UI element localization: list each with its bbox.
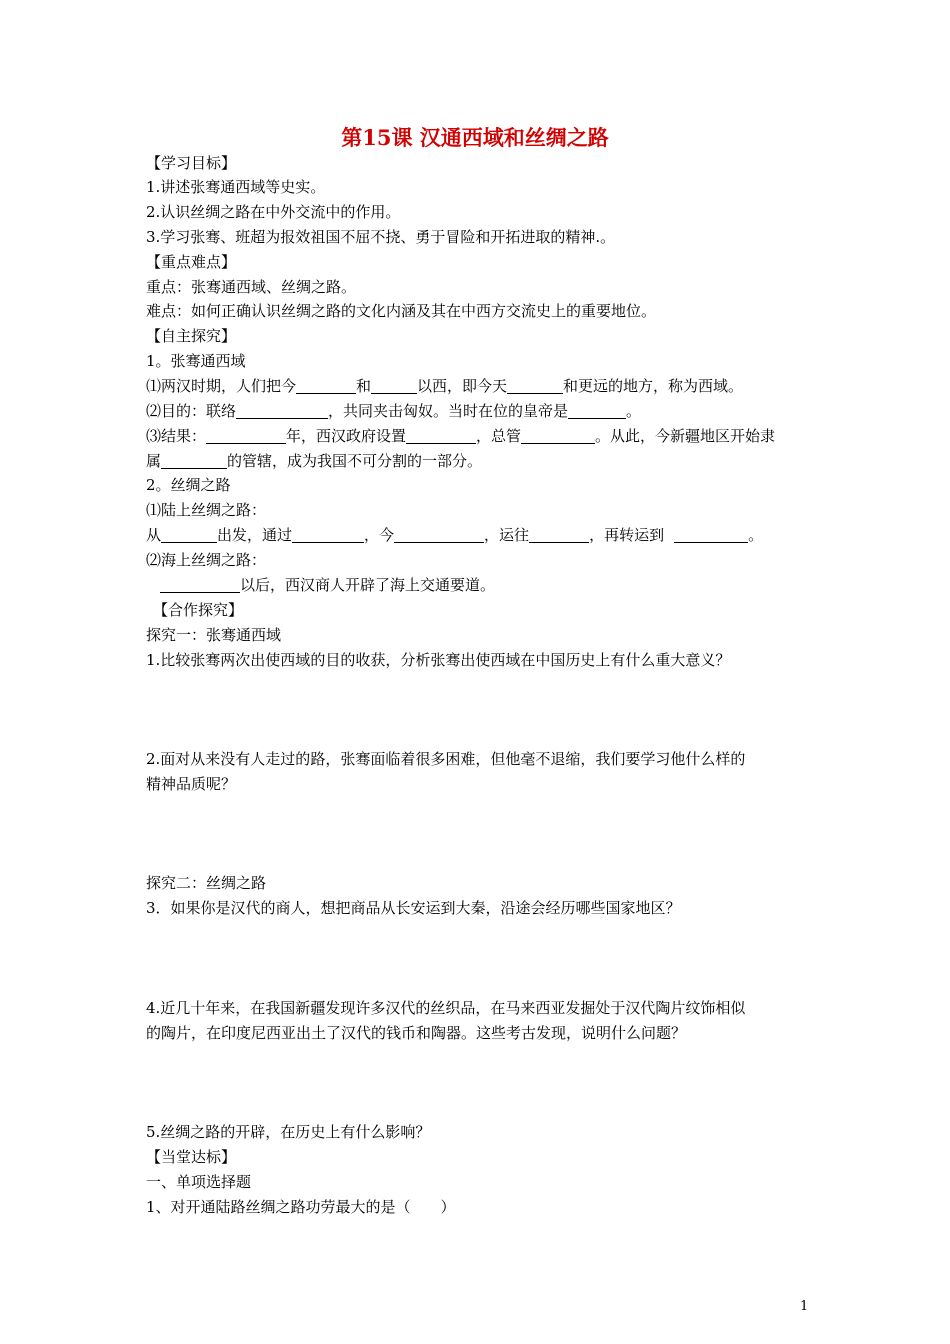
explore-title: 探究一：张骞通西域 bbox=[146, 626, 282, 644]
question-type: 一、单项选择题 bbox=[146, 1173, 252, 1191]
answer-blank[interactable] bbox=[206, 427, 286, 444]
answer-blank[interactable] bbox=[236, 402, 328, 419]
answer-blank[interactable] bbox=[161, 452, 227, 469]
section-title: 2。丝绸之路 bbox=[146, 476, 231, 494]
goal-item: 1.讲述张骞通西域等史实。 bbox=[146, 178, 326, 196]
question: 3．如果你是汉代的商人，想把商品从长安运到大秦，沿途会经历哪些国家地区？ bbox=[146, 899, 681, 917]
goal-item: 3.学习张骞、班超为报效祖国不屈不挠、勇于冒险和开拓进取的精神.。 bbox=[146, 228, 616, 246]
answer-blank[interactable] bbox=[292, 526, 364, 543]
answer-blank[interactable] bbox=[371, 377, 417, 394]
key-focus: 重点：张骞通西域、丝绸之路。 bbox=[146, 278, 357, 296]
question: 5.丝绸之路的开辟，在历史上有什么影响？ bbox=[146, 1123, 431, 1141]
question: 1、对开通陆路丝绸之路功劳最大的是（ ） bbox=[146, 1198, 456, 1216]
fill-question-land: 从 出发，通过 ，今 ，运往 ，再转运到 。 bbox=[146, 526, 764, 544]
subsection-title: ⑵海上丝绸之路： bbox=[146, 551, 267, 569]
page-number: 1 bbox=[800, 1299, 809, 1314]
answer-blank[interactable] bbox=[406, 427, 476, 444]
question: 的陶片，在印度尼西亚出土了汉代的钱币和陶器。这些考古发现，说明什么问题？ bbox=[146, 1024, 687, 1042]
question: 1.比较张骞两次出使西域的目的收获，分析张骞出使西域在中国历史上有什么重大意义？ bbox=[146, 651, 731, 669]
fill-question-3-cont: 属 的管辖，成为我国不可分割的一部分。 bbox=[146, 452, 483, 470]
answer-blank[interactable] bbox=[296, 377, 356, 394]
answer-blank[interactable] bbox=[674, 526, 748, 543]
fill-question-sea: 以后，西汉商人开辟了海上交通要道。 bbox=[160, 574, 495, 596]
fill-question-2: ⑵目的：联络 ，共同夹击匈奴。当时在位的皇帝是 。 bbox=[146, 402, 642, 420]
explore-title: 探究二：丝绸之路 bbox=[146, 874, 267, 892]
answer-blank[interactable] bbox=[160, 576, 240, 593]
question: 4.近几十年来，在我国新疆发现许多汉代的丝织品，在马来西亚发掘处于汉代陶片纹饰相似 bbox=[146, 999, 746, 1017]
question: 精神品质呢？ bbox=[146, 775, 237, 793]
self-header: 【自主探究】 bbox=[146, 327, 237, 345]
goals-header: 【学习目标】 bbox=[146, 154, 237, 172]
question: 2.面对从来没有人走过的路，张骞面临着很多困难，但他毫不退缩，我们要学习他什么样的 bbox=[146, 750, 746, 768]
answer-blank[interactable] bbox=[161, 526, 217, 543]
section-title: 1。张骞通西域 bbox=[146, 352, 246, 370]
fill-question-3: ⑶结果： 年，西汉政府设置 ，总管 。从此，今新疆地区开始隶 bbox=[146, 427, 776, 445]
answer-blank[interactable] bbox=[394, 526, 484, 543]
goal-item: 2.认识丝绸之路在中外交流中的作用。 bbox=[146, 203, 401, 221]
answer-blank[interactable] bbox=[529, 526, 589, 543]
answer-blank[interactable] bbox=[521, 427, 595, 444]
answer-blank[interactable] bbox=[507, 377, 563, 394]
subsection-title: ⑴陆上丝绸之路： bbox=[146, 501, 267, 519]
answer-blank[interactable] bbox=[568, 402, 626, 419]
key-difficulty: 难点：如何正确认识丝绸之路的文化内涵及其在中西方交流史上的重要地位。 bbox=[146, 302, 657, 320]
coop-header: 【合作探究】 bbox=[153, 601, 244, 619]
key-header: 【重点难点】 bbox=[146, 253, 237, 271]
test-header: 【当堂达标】 bbox=[146, 1148, 237, 1166]
page-title: 第15课 汉通西域和丝绸之路 bbox=[341, 125, 609, 150]
fill-question-1: ⑴两汉时期，人们把今 和 以西，即今天 和更远的地方，称为西域。 bbox=[146, 377, 744, 395]
